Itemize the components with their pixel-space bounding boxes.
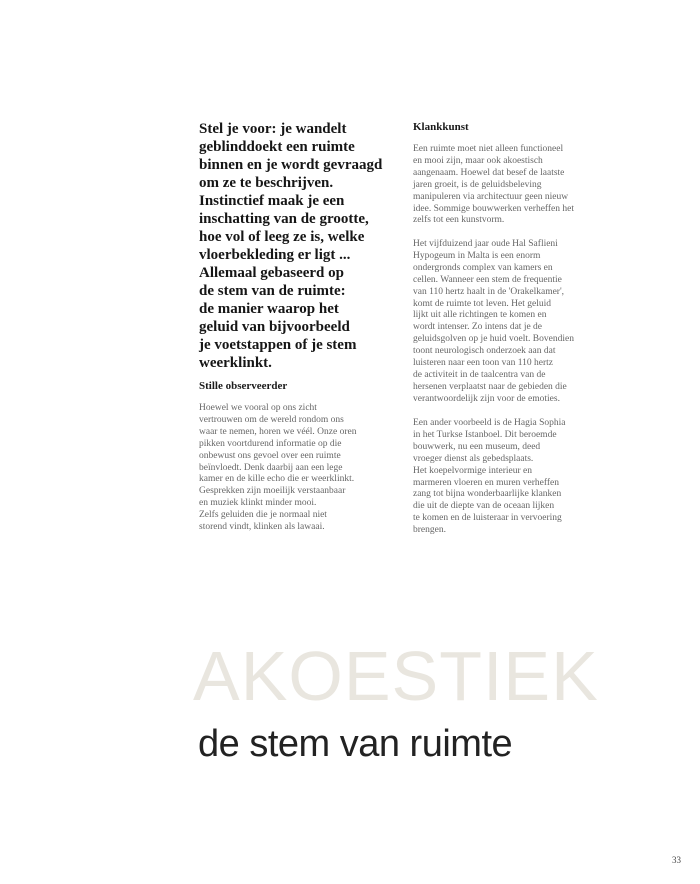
intro-paragraph: Stel je voor: je wandelt geblinddoekt een ruimte binnen en je wordt gevraagd om ze te beschrijven. Instinctief maak je een inschatting van de grootte, hoe vol of leeg ze is, welke vloerbekleding er ligt ... Allemaal gebaseerd op de stem van de ruimte: de manier waarop het geluid van bijvoorbeeld je voetstappen of je stem weerklinkt.: [199, 121, 383, 371]
page-number: 33: [672, 855, 681, 865]
section-heading-stille-observeerder: Stille observeerder: [199, 380, 288, 392]
klankkunst-paragraph-2: Het vijfduizend jaar oude Hal Saflieni Hypogeum in Malta is een enorm ondergronds complex van kamers en cellen. Wanneer een stem de frequentie van 110 hertz haalt in de 'Orakelkamer', komt de ruimte tot leven. Het geluid lijkt uit alle richtingen te komen en wordt intenser. Zo intens dat je de geluidsgolven op je huid voelt. Bovendien toont neurologisch onderzoek aan dat luisteren naar een toon van 110 hertz de activiteit in de taalcentra van de hersenen verplaatst naar de gebieden die verantwoordelijk zijn voor de emoties.: [413, 239, 574, 404]
section-heading-klankkunst: Klankkunst: [413, 121, 469, 133]
section-body-stille-observeerder: Hoewel we vooral op ons zicht vertrouwen om de wereld rondom ons waar te nemen, horen we véél. Onze oren pikken voortdurend informatie op die onbewust ons gevoel over een ruimte beïnvloedt. Denk daarbij aan een lege kamer en de kille echo die er weerklinkt. Gesprekken zijn moeilijk verstaanbaar en muziek klinkt minder mooi. Zelfs geluiden die je normaal niet storend vindt, klinken als lawaai.: [199, 403, 357, 533]
page-subtitle: de stem van ruimte: [198, 723, 513, 765]
klankkunst-paragraph-1: Een ruimte moet niet alleen functioneel en mooi zijn, maar ook akoestisch aangenaam. Hoewel dat besef de laatste jaren groeit, is de geluidsbeleving manipuleren via architectuur geen nieuw idee. Sommige bouwwerken verheffen het zelfs tot een kunstvorm.: [413, 144, 575, 226]
page-title: AKOESTIEK: [193, 637, 599, 715]
klankkunst-paragraph-3: Een ander voorbeeld is de Hagia Sophia in het Turkse Istanboel. Dit beroemde bouwwerk, nu een museum, deed vroeger dienst als gebedsplaats. Het koepelvormige interieur en marmeren vloeren en muren verheffen zang tot bijna wonderbaarlijke klanken die uit de diepte van de oceaan lijken te komen en de luisteraar in vervoering brengen.: [413, 418, 566, 536]
